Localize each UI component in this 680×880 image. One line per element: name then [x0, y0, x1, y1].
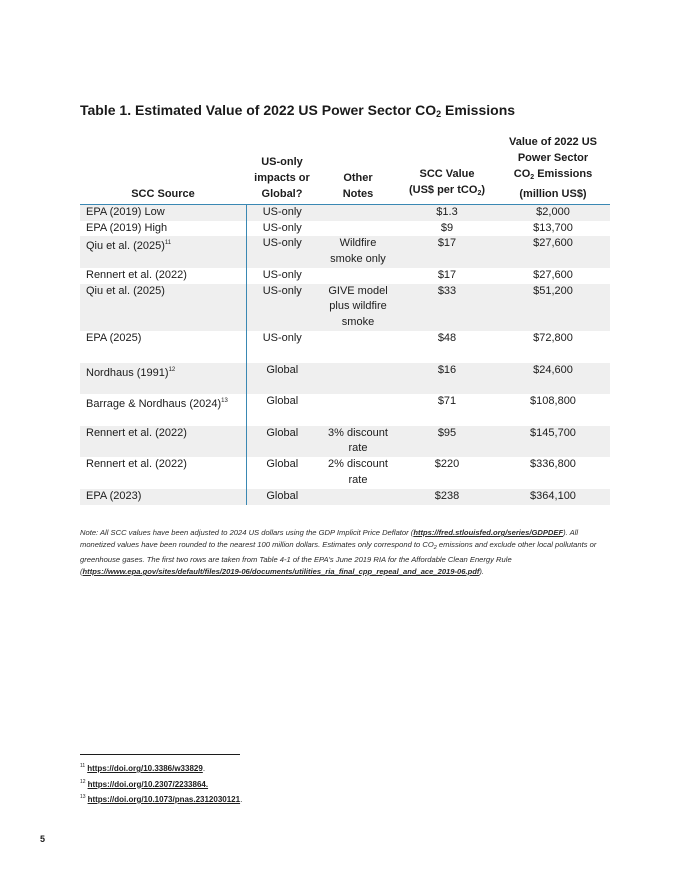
cell-emissions-value: $72,800 [533, 332, 573, 345]
cell-scope: Global [246, 489, 318, 505]
cell-other-notes: Wildfire smoke only [318, 236, 398, 268]
cell-scc-source: EPA (2019) High [80, 221, 246, 237]
page-number: 5 [40, 834, 46, 844]
cell-other-notes [318, 221, 398, 237]
footnote-link[interactable]: https://doi.org/10.1073/pnas.2312030121 [87, 795, 241, 804]
table-row [80, 205, 610, 221]
table-row [80, 457, 610, 489]
cell-scope: Global [246, 363, 318, 395]
cell-scc-source: Qiu et al. (2025)$^{11}$ [80, 236, 246, 268]
cell-scc-value: $48 [437, 332, 457, 345]
fred-link[interactable]: https://fred.stlouisfed.org/series/GDPDEF [413, 528, 564, 537]
cell-emissions-value: $145,700 [496, 426, 610, 458]
cell-emissions-value: $24,600 [496, 363, 610, 395]
cell-scope: Global [266, 458, 299, 471]
cell-scope: US-only [262, 221, 302, 234]
cell-other-notes [318, 363, 398, 395]
table-row [80, 221, 610, 237]
cell-scc-value: $220 [434, 458, 460, 471]
cell-scc-source: Qiu et al. (2025) [80, 284, 246, 331]
cell-scc-value: $16 [398, 363, 496, 395]
table-row [80, 236, 610, 268]
cell-other-notes [318, 489, 398, 505]
cell-scc-source: Rennert et al. (2022) [80, 426, 246, 458]
cell-scope: Global [246, 426, 318, 458]
header-other-notes: Other Notes [318, 134, 398, 205]
table-row [80, 394, 610, 426]
cell-scc-value: $33 [398, 284, 496, 331]
cell-other-notes [318, 394, 398, 426]
cell-other-notes: 3% discount rate [318, 426, 398, 458]
footnote-link[interactable]: https://doi.org/10.2307/2233864. [87, 779, 209, 789]
cell-emissions-value: $27,600 [533, 268, 573, 281]
cell-scope: US-only [262, 268, 302, 281]
cell-scc-value: $71 [437, 395, 457, 408]
table-title: Table 1. Estimated Value of 2022 US Power Sector $CO_2$ Emissions [80, 102, 516, 119]
footnotes [80, 760, 242, 807]
header-emissions-value: Value of 2022 US Power Sector $CO_2$ Emissions (million US$) [496, 134, 610, 205]
header-scc-source: SCC Source [80, 134, 246, 205]
footnote-item: $^{11}$ https://doi.org/10.3386/w33829. [80, 763, 206, 773]
scc-table [80, 134, 610, 505]
cell-other-notes: 2% discount rate [328, 458, 388, 486]
cell-scc-source: EPA (2025) [80, 331, 246, 363]
footnote-link[interactable]: https://doi.org/10.3386/w33829 [87, 764, 203, 773]
cell-emissions-value: $336,800 [530, 458, 576, 471]
cell-scope: US-only [246, 284, 318, 331]
cell-scc-source: Rennert et al. (2022) [80, 268, 246, 284]
header-scope: US-only impacts or Global? [246, 134, 318, 205]
cell-emissions-value: $364,100 [496, 489, 610, 505]
table-row [80, 363, 610, 395]
table-note: Note: All SCC values have been adjusted to 2024 US dollars using the GDP Implicit Price Deflator (https://fred.stlouisfed.org/series/GDPDEF). All monetized values have been rounded to the nearest 100 million dollars. Estimates only correspond to $CO_2$ emissions and exclude other local pollutants or greenhouse gases. The first two rows are taken from Table 4-1 of the EPA’s June 2019 RIA for the Affordable Clean Energy Rule (https://www.epa.gov/sites/default/files/2019-06/documents/utilities_ria_final_cpp_repeal_and_ace_2019-06.pdf). [80, 528, 597, 576]
cell-other-notes [318, 268, 398, 284]
cell-scc-value: $95 [398, 426, 496, 458]
footnote-item: $^{13}$ https://doi.org/10.1073/pnas.2312030121. [80, 794, 243, 804]
table-row [80, 426, 610, 458]
footnote-divider [80, 754, 240, 755]
cell-scc-value: $238 [398, 489, 496, 505]
cell-scc-source: EPA (2019) Low [80, 205, 246, 221]
cell-emissions-value: $27,600 [496, 236, 610, 268]
cell-scc-value: $17 [398, 236, 496, 268]
cell-scope: US-only [262, 332, 302, 345]
cell-scc-value: $9 [440, 221, 454, 234]
cell-scc-source: Rennert et al. (2022) [80, 457, 246, 489]
cell-emissions-value: $2,000 [496, 205, 610, 221]
epa-link[interactable]: https://www.epa.gov/sites/default/files/2019-06/documents/utilities_ria_final_cpp_repeal_and_ace_2019-06.pdf [82, 567, 480, 576]
table-row [80, 268, 610, 284]
table-row [80, 284, 610, 331]
table-header-row [80, 134, 610, 205]
cell-emissions-value: $108,800 [530, 395, 576, 408]
header-scc-value: SCC Value (US$ per tCO$_2$) [398, 134, 496, 205]
cell-scope: Global [266, 395, 299, 408]
cell-scope: US-only [246, 236, 318, 268]
cell-scc-source: Nordhaus (1991)$^{12}$ [80, 363, 246, 395]
cell-scc-value: $17 [437, 268, 457, 281]
cell-other-notes: GIVE model plus wildfire smoke [318, 284, 398, 331]
cell-emissions-value: $13,700 [533, 221, 573, 234]
table-row [80, 331, 610, 363]
table-row [80, 489, 610, 505]
cell-scc-source: EPA (2023) [80, 489, 246, 505]
cell-other-notes [318, 331, 398, 363]
footnote-item: $^{12}$ https://doi.org/10.2307/2233864. [80, 778, 209, 789]
cell-scc-source: Barrage & Nordhaus (2024)$^{13}$ [80, 394, 246, 426]
cell-scope: US-only [246, 205, 318, 221]
cell-emissions-value: $51,200 [496, 284, 610, 331]
cell-other-notes [318, 205, 398, 221]
cell-scc-value: $1.3 [398, 205, 496, 221]
